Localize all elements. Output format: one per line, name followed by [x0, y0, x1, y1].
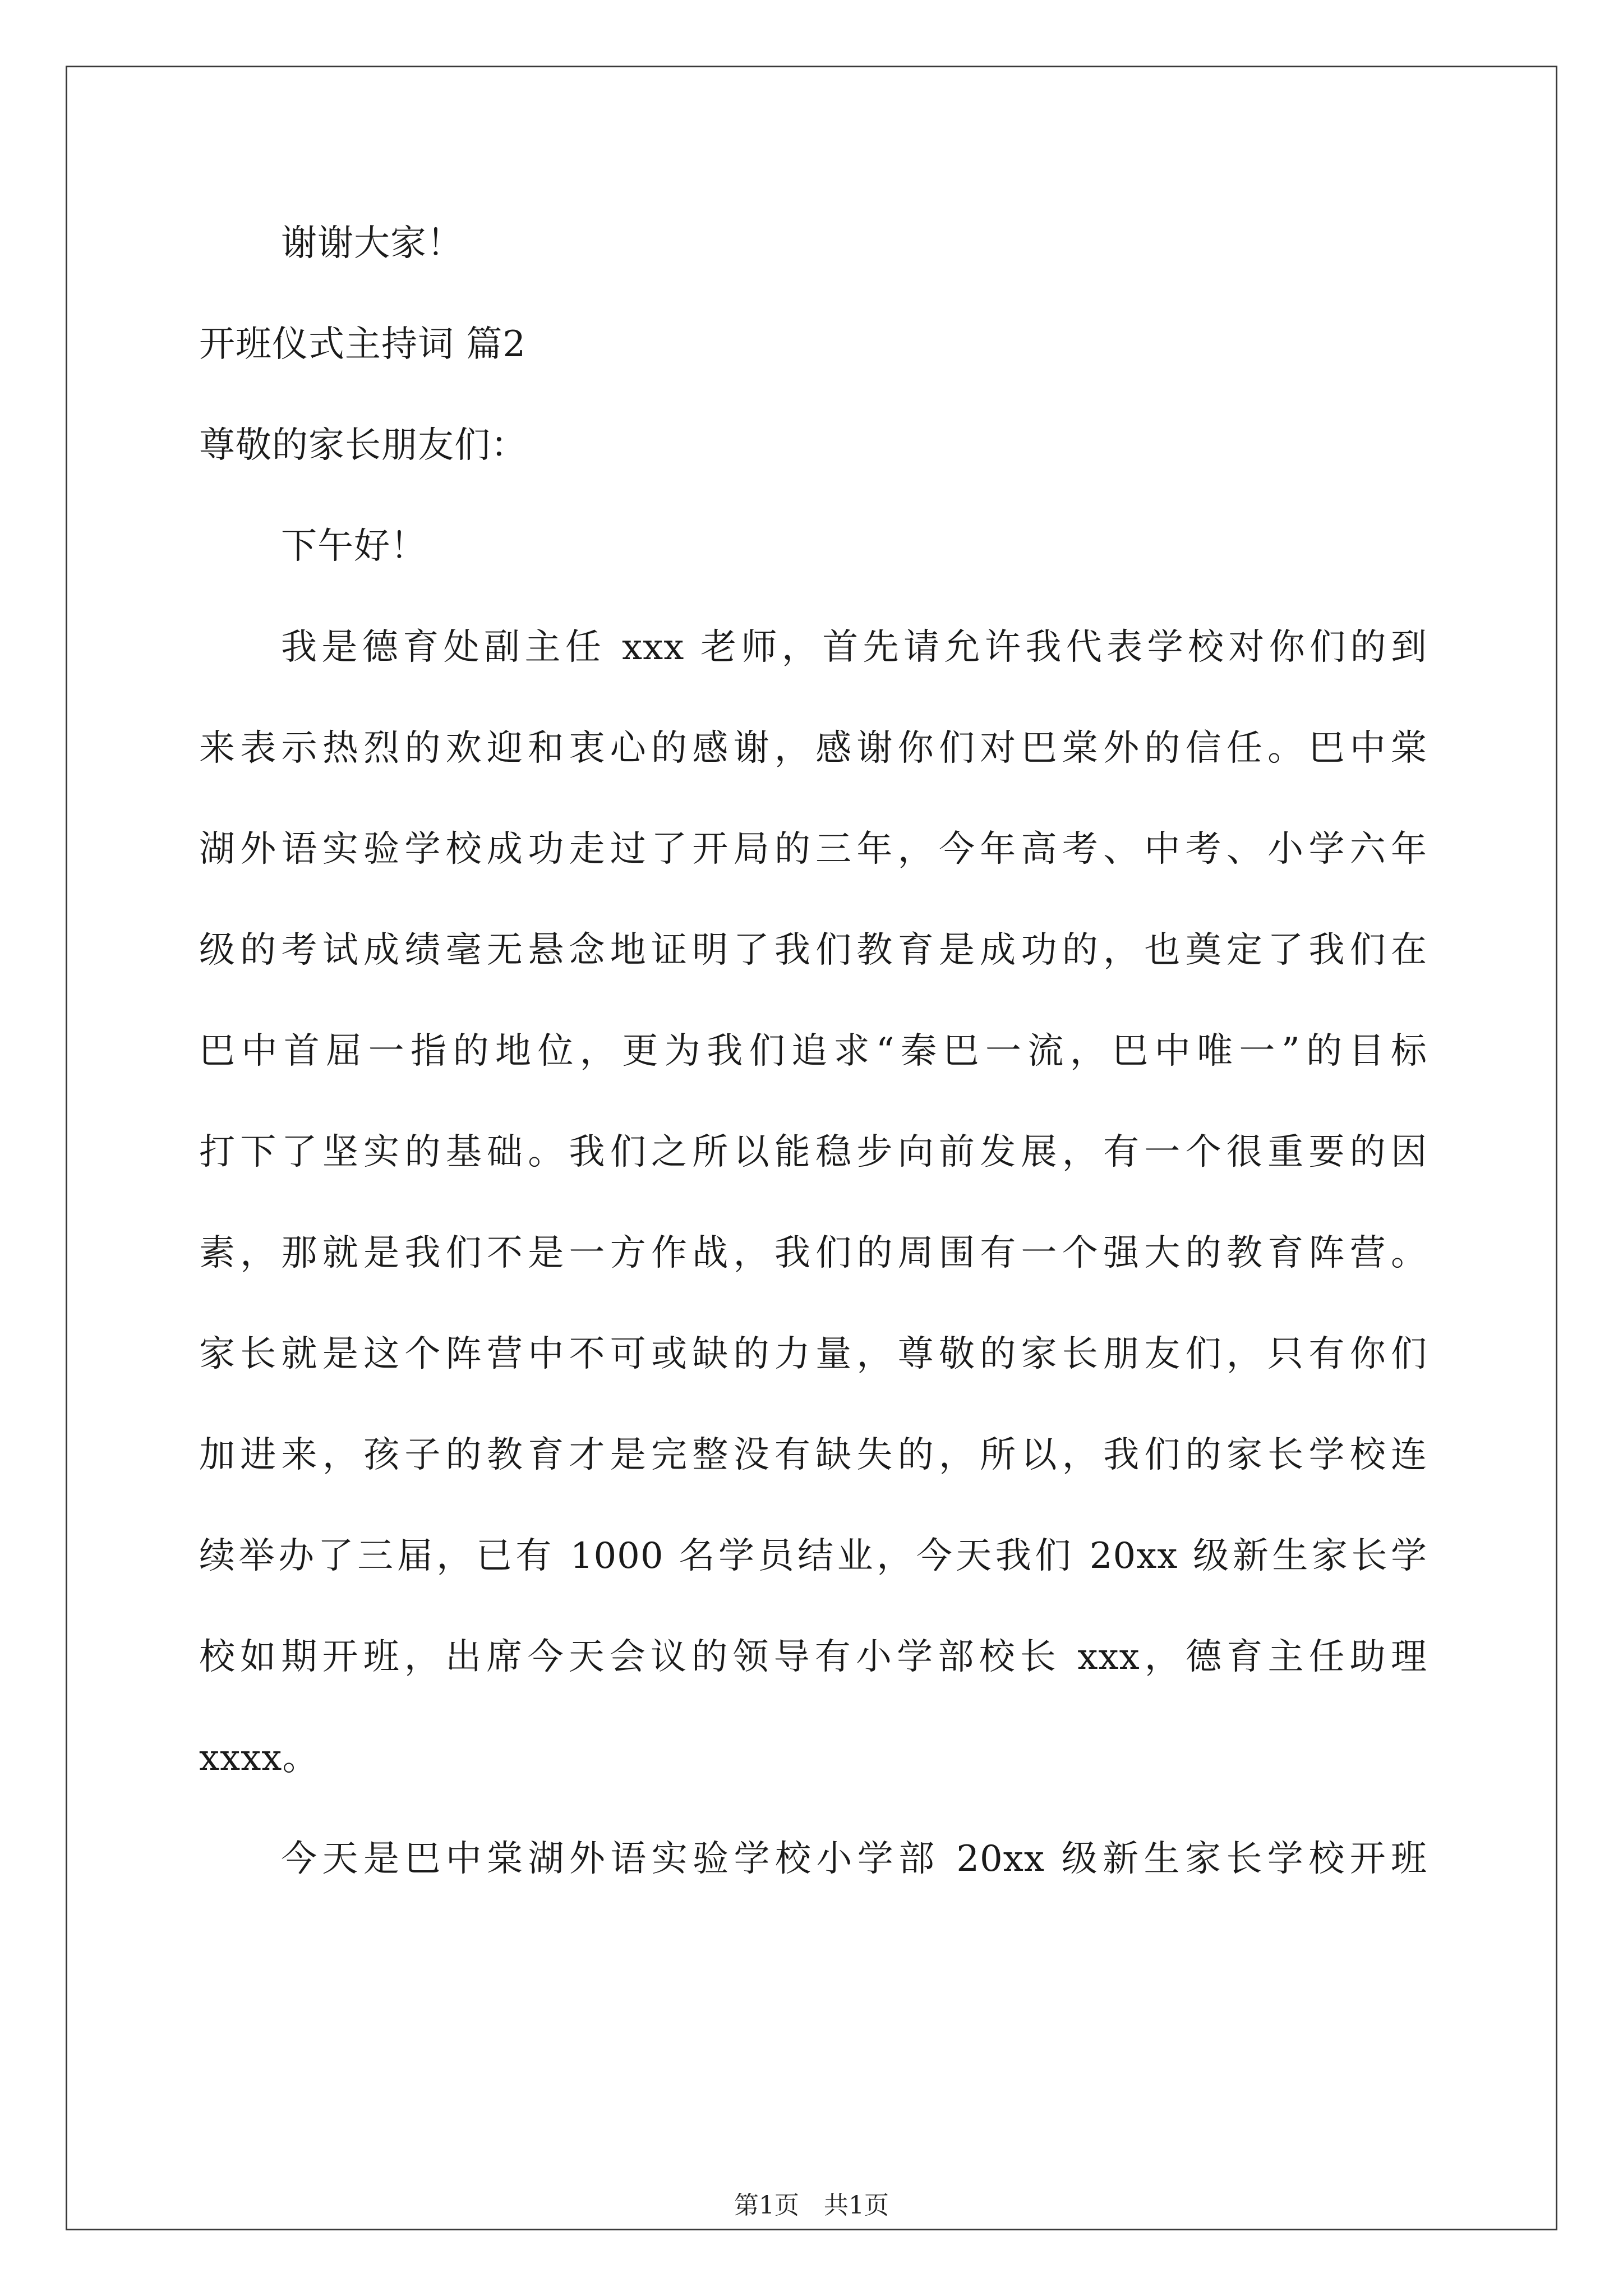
paragraph-line: 来表示热烈的欢迎和衷心的感谢，感谢你们对巴棠外的信任。巴中棠 — [199, 728, 1427, 769]
paragraph-line: 家长就是这个阵营中不可或缺的力量，尊敬的家长朋友们，只有你们 — [199, 1333, 1427, 1375]
page-number-footer: 第1页 共1页 — [734, 2191, 889, 2220]
closing-line: 谢谢大家！ — [281, 223, 463, 264]
greeting: 下午好！ — [281, 526, 427, 567]
section-heading: 开班仪式主持词 篇2 — [199, 324, 527, 365]
paragraph-line: 素，那就是我们不是一方作战，我们的周围有一个强大的教育阵营。 — [199, 1232, 1427, 1274]
paragraph-line: 级的考试成绩毫无悬念地证明了我们教育是成功的，也奠定了我们在 — [199, 930, 1427, 971]
paragraph-line: 我是德育处副主任 xxx 老师，首先请允许我代表学校对你们的到 — [281, 627, 1427, 668]
paragraph-line: 续举办了三届，已有 1000 名学员结业，今天我们 20xx 级新生家长学 — [199, 1535, 1427, 1577]
paragraph-line: xxxx。 — [199, 1737, 319, 1779]
paragraph-line: 湖外语实验学校成功走过了开局的三年，今年高考、中考、小学六年 — [199, 829, 1427, 870]
salutation: 尊敬的家长朋友们： — [199, 425, 527, 466]
paragraph-line: 校如期开班，出席今天会议的领导有小学部校长 xxx，德育主任助理 — [199, 1636, 1427, 1678]
paragraph-line: 打下了坚实的基础。我们之所以能稳步向前发展，有一个很重要的因 — [199, 1131, 1427, 1173]
paragraph-line: 巴中首屈一指的地位，更为我们追求“秦巴一流，巴中唯一”的目标 — [199, 1030, 1427, 1072]
paragraph-line: 加进来，孩子的教育才是完整没有缺失的，所以，我们的家长学校连 — [199, 1434, 1427, 1476]
paragraph-line: 今天是巴中棠湖外语实验学校小学部 20xx 级新生家长学校开班 — [281, 1838, 1427, 1880]
